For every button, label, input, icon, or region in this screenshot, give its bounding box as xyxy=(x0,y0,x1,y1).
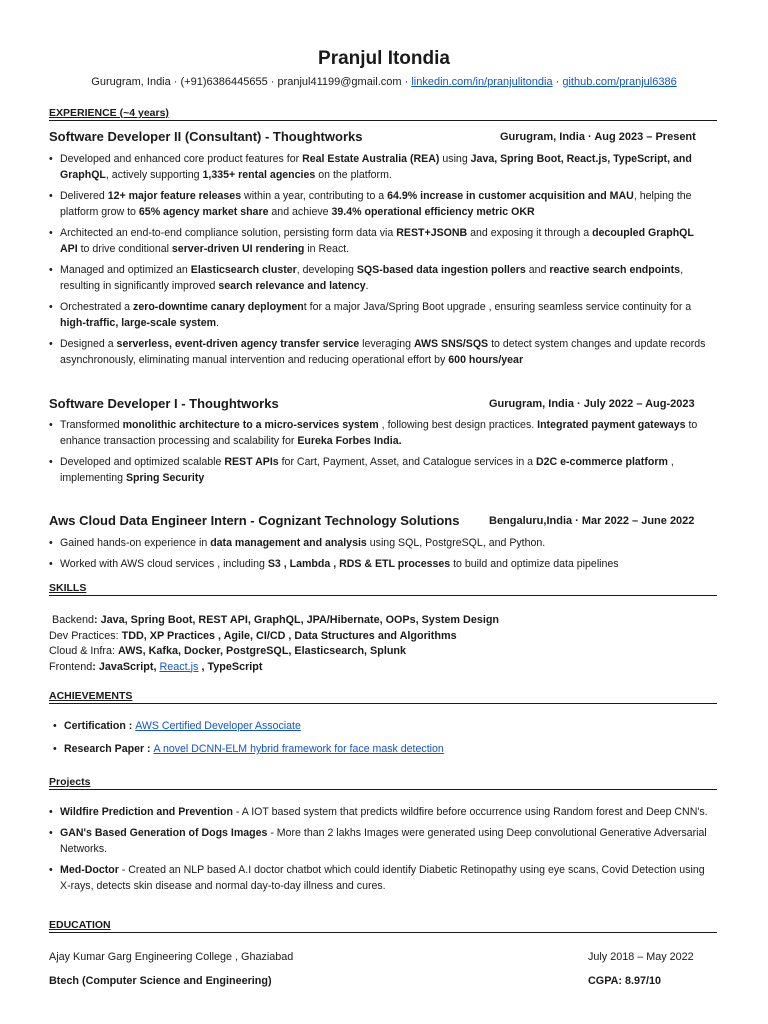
job-bullets xyxy=(49,417,709,491)
job-location-date: Gurugram, India · Aug 2023 – Present xyxy=(500,131,696,143)
bullet-highlight: 64.9% increase in customer acquisition and MAU xyxy=(387,190,634,202)
bullet-highlight: 12+ major feature releases xyxy=(107,190,242,202)
bullet-text: , implementing xyxy=(60,456,674,484)
bullet-text: Worked with AWS cloud services , including xyxy=(60,558,268,570)
bullet-text: Gained hands-on experience in xyxy=(60,537,211,549)
section-heading-skills: SKILLS xyxy=(49,582,717,596)
job-bullet xyxy=(49,225,709,257)
job-bullet xyxy=(49,299,709,331)
bullet-highlight: REST APIs xyxy=(224,456,279,468)
linkedin-link[interactable]: linkedin.com/in/pranjulitondia xyxy=(411,76,553,88)
job-bullet xyxy=(49,535,709,551)
job-title: Software Developer I - Thoughtworks xyxy=(49,396,279,411)
section-heading-projects: Projects xyxy=(49,776,717,790)
bullet-highlight: SQS-based data ingestion pollers xyxy=(356,264,526,276)
bullet-text: , following best design practices. xyxy=(378,419,538,431)
bullet-text: , actively supporting xyxy=(105,169,203,181)
bullet-text: to drive conditional xyxy=(77,243,172,255)
github-link[interactable]: github.com/pranjul6386 xyxy=(562,76,677,88)
contact-line xyxy=(0,76,768,88)
bullet-text: . xyxy=(216,317,219,329)
job-bullet xyxy=(49,336,709,368)
job-bullet xyxy=(49,262,709,294)
bullet-highlight: decoupled GraphQL API xyxy=(60,227,694,255)
education-dates: July 2018 – May 2022 xyxy=(588,951,694,963)
bullet-text: Managed and optimized an xyxy=(60,264,191,276)
contact-details: Gurugram, India · (+91)6386445655 · pranjul41199@gmail.com · xyxy=(91,76,412,88)
bullet-text: to build and optimize data pipelines xyxy=(450,558,619,570)
bullet-text: Transformed xyxy=(60,419,123,431)
project-item: • Med-Doctor - Created an NLP based A.I doctor chatbot which could identify Diabetic Retinopathy using eye scans, Covid Detection using X-rays, detects skin disease and normal day-to-day illness and cures. xyxy=(49,862,714,894)
bullet-highlight: Spring Security xyxy=(125,472,205,484)
bullet-text: Developed and enhanced core product features for xyxy=(60,153,303,165)
bullet-text: Developed and optimized scalable xyxy=(60,456,225,468)
achievement-item: • Certification : AWS Certified Developer Associate xyxy=(53,718,713,734)
bullet-highlight: AWS SNS/SQS xyxy=(413,338,489,350)
reactjs-link[interactable]: React.js xyxy=(159,660,199,673)
bullet-highlight: high-traffic, large-scale system xyxy=(60,317,217,329)
section-heading-achievements: ACHIEVEMENTS xyxy=(49,690,717,704)
bullet-highlight: data management and analysis xyxy=(210,537,367,549)
bullet-text: , resulting in significantly improved xyxy=(60,264,684,292)
section-heading-experience: EXPERIENCE (~4 years) xyxy=(49,107,717,121)
research-paper-link[interactable]: A novel DCNN-ELM hybrid framework for face mask detection xyxy=(153,743,444,755)
job-bullets xyxy=(49,151,709,373)
bullet-highlight: REST+JSONB xyxy=(396,227,468,239)
job-bullet xyxy=(49,417,709,449)
bullet-highlight: reactive search endpoints xyxy=(549,264,681,276)
bullet-text: and xyxy=(525,264,550,276)
bullet-text: , developing xyxy=(296,264,357,276)
education-degree: Btech (Computer Science and Engineering) xyxy=(49,975,272,987)
bullet-highlight: server-driven UI rendering xyxy=(171,243,305,255)
bullet-highlight: 65% agency market share xyxy=(138,206,269,218)
bullet-highlight: Integrated payment gateways xyxy=(537,419,686,431)
job-title: Aws Cloud Data Engineer Intern - Cognizant Technology Solutions xyxy=(49,513,460,528)
project-item: • Wildfire Prediction and Prevention - A IOT based system that predicts wildfire before occurrence using Random forest and Deep CNN's. xyxy=(49,804,714,820)
bullet-text: using xyxy=(439,153,471,165)
bullet-highlight: Real Estate Australia (REA) xyxy=(302,153,440,165)
bullet-highlight: search relevance and latency xyxy=(218,280,366,292)
bullet-text: , helping the platform grow to xyxy=(60,190,692,218)
achievement-item: • Research Paper : A novel DCNN-ELM hybrid framework for face mask detection xyxy=(53,741,713,757)
achievements-list xyxy=(53,718,713,762)
bullet-highlight: Java, Spring Boot, React.js, TypeScript, and GraphQL xyxy=(60,153,692,181)
section-heading-education: EDUCATION xyxy=(49,919,717,933)
bullet-text: on the platform. xyxy=(315,169,392,181)
job-location-date: Bengaluru,India · Mar 2022 – June 2022 xyxy=(489,515,695,527)
bullet-highlight: 600 hours/year xyxy=(448,354,524,366)
job-bullet xyxy=(49,151,709,183)
bullet-text: Delivered xyxy=(60,190,108,202)
skill-row-backend: Backend: Java, Spring Boot, REST API, GraphQL, JPA/Hibernate, OOPs, System Design xyxy=(52,614,500,626)
skill-row-cloud: Cloud & Infra: AWS, Kafka, Docker, PostgreSQL, Elasticsearch, Splunk xyxy=(49,645,407,657)
bullet-text: and achieve xyxy=(268,206,332,218)
bullet-text: within a year, contributing to a xyxy=(241,190,388,202)
bullet-text: leveraging xyxy=(359,338,414,350)
bullet-highlight: Eureka Forbes India. xyxy=(297,435,402,447)
certification-link[interactable]: AWS Certified Developer Associate xyxy=(135,720,301,732)
bullet-text: for Cart, Payment, Asset, and Catalogue services in a xyxy=(278,456,536,468)
education-college: Ajay Kumar Garg Engineering College , Ghaziabad xyxy=(49,951,294,963)
bullet-highlight: 1,335+ rental agencies xyxy=(202,169,316,181)
bullet-highlight: monolithic architecture to a micro-services system xyxy=(122,419,379,431)
bullet-text: in React. xyxy=(304,243,350,255)
bullet-text: t for a major Java/Spring Boot upgrade , ensuring seamless service continuity for a xyxy=(303,301,692,313)
project-item: • GAN's Based Generation of Dogs Images - More than 2 lakhs Images were generated using Deep convolutional Generative Adversarial Networks. xyxy=(49,825,714,857)
job-bullets xyxy=(49,535,709,577)
bullet-highlight: Elasticsearch cluster xyxy=(190,264,297,276)
job-bullet xyxy=(49,188,709,220)
skill-row-frontend: Frontend: JavaScript, React.js , TypeScript xyxy=(49,660,263,673)
job-title: Software Developer II (Consultant) - Thoughtworks xyxy=(49,129,363,144)
bullet-highlight: D2C e-commerce platform xyxy=(536,456,668,468)
bullet-highlight: serverless, event-driven agency transfer service xyxy=(116,338,360,350)
bullet-text: and exposing it through a xyxy=(467,227,593,239)
bullet-text: to enhance transaction processing and scalability for xyxy=(60,419,698,447)
bullet-text: Orchestrated a xyxy=(60,301,134,313)
bullet-text: to detect system changes and update records asynchronously, eliminating manual intervention and reducing operational effort by xyxy=(60,338,706,366)
job-location-date: Gurugram, India · July 2022 – Aug-2023 xyxy=(489,398,695,410)
contact-separator: · xyxy=(552,76,563,88)
bullet-text: Designed a xyxy=(60,338,117,350)
bullet-text: Architected an end-to-end compliance solution, persisting form data via xyxy=(60,227,397,239)
bullet-highlight: 39.4% operational efficiency metric OKR xyxy=(331,206,535,218)
bullet-text: using SQL, PostgreSQL, and Python. xyxy=(366,537,546,549)
skill-row-dev-practices: Dev Practices: TDD, XP Practices , Agile, CI/CD , Data Structures and Algorithms xyxy=(49,629,457,642)
candidate-name: Pranjul Itondia xyxy=(318,48,450,69)
bullet-highlight: zero-downtime canary deploymen xyxy=(133,301,304,313)
bullet-text: . xyxy=(365,280,369,292)
projects-list xyxy=(49,804,714,899)
job-bullet xyxy=(49,454,709,486)
bullet-highlight: S3 , Lambda , RDS & ETL processes xyxy=(267,558,451,570)
skills-list xyxy=(49,613,499,675)
education-cgpa: CGPA: 8.97/10 xyxy=(588,975,662,987)
job-bullet xyxy=(49,556,709,572)
